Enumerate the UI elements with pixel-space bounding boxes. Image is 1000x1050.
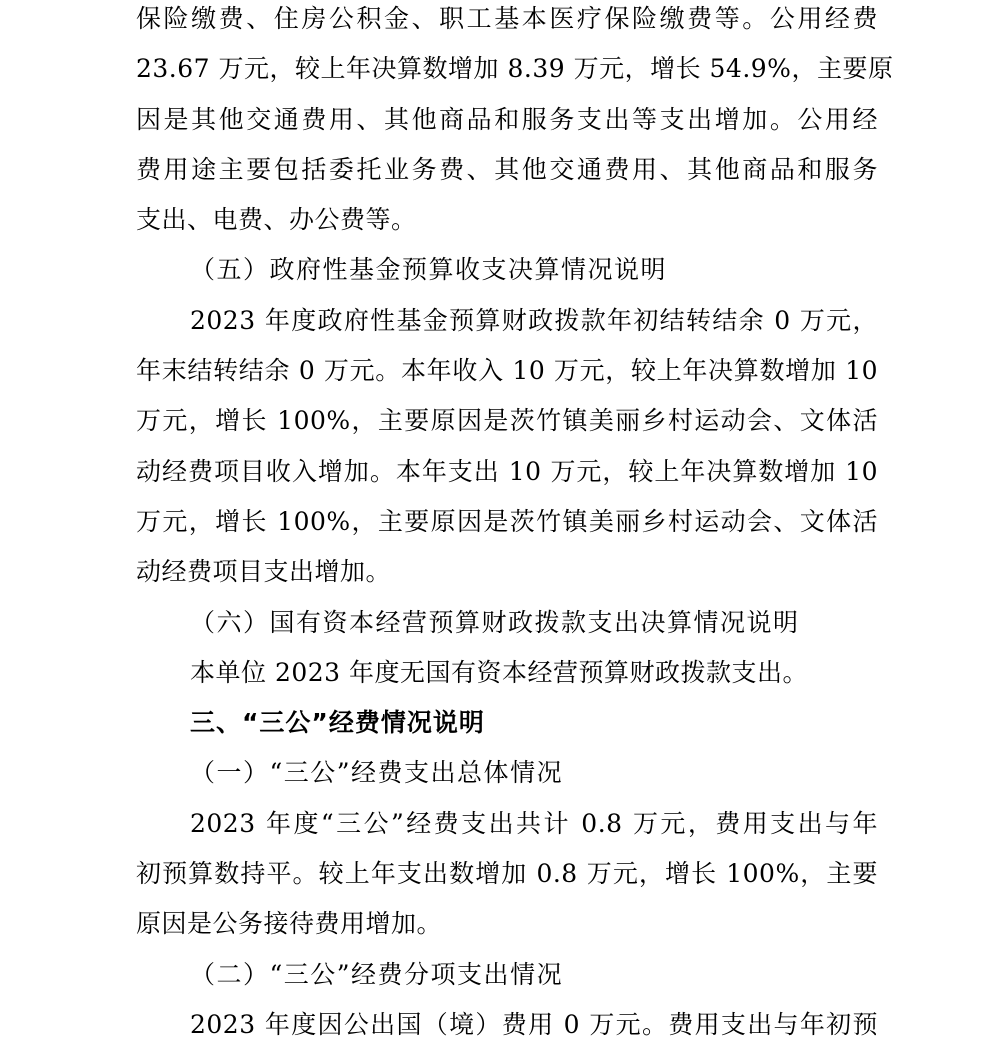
text-line: 原因是公务接待费用增加。: [136, 909, 443, 939]
text-line: 动经费项目支出增加。: [136, 557, 392, 587]
chapter-heading: 三、“三公”经费情况说明: [190, 708, 485, 738]
text-line: 费用途主要包括委托业务费、其他交通费用、其他商品和服务: [136, 154, 878, 184]
section-heading: （五）政府性基金预算收支决算情况说明: [190, 255, 668, 285]
text-line: 万元，增长 100%，主要原因是茨竹镇美丽乡村运动会、文体活: [136, 506, 878, 536]
document-page: [136, 0, 894, 1050]
text-line: 万元，增长 100%，主要原因是茨竹镇美丽乡村运动会、文体活: [136, 406, 878, 436]
section-heading: （一）“三公”经费支出总体情况: [190, 758, 564, 788]
section-heading: （六）国有资本经营预算财政拨款支出决算情况说明: [190, 607, 800, 637]
text-line: 因是其他交通费用、其他商品和服务支出等支出增加。公用经: [136, 104, 878, 134]
text-line: 2023 年度“三公”经费支出共计 0.8 万元，费用支出与年: [190, 808, 878, 838]
text-line: 本单位 2023 年度无国有资本经营预算财政拨款支出。: [190, 657, 809, 687]
text-line: 保险缴费、住房公积金、职工基本医疗保险缴费等。公用经费: [136, 4, 878, 33]
text-line: 支出、电费、办公费等。: [136, 205, 417, 235]
text-line: 23.67 万元，较上年决算数增加 8.39 万元，增长 54.9%，主要原: [136, 54, 894, 84]
text-line: 动经费项目收入增加。本年支出 10 万元，较上年决算数增加 10: [136, 456, 878, 486]
text-line: 2023 年度政府性基金预算财政拨款年初结转结余 0 万元，: [190, 305, 878, 335]
text-line: 初预算数持平。较上年支出数增加 0.8 万元，增长 100%，主要: [136, 859, 878, 889]
section-heading: （二）“三公”经费分项支出情况: [190, 959, 564, 989]
text-line: 年末结转结余 0 万元。本年收入 10 万元，较上年决算数增加 10: [136, 356, 878, 386]
text-line: 2023 年度因公出国（境）费用 0 万元。费用支出与年初预: [190, 1009, 878, 1039]
